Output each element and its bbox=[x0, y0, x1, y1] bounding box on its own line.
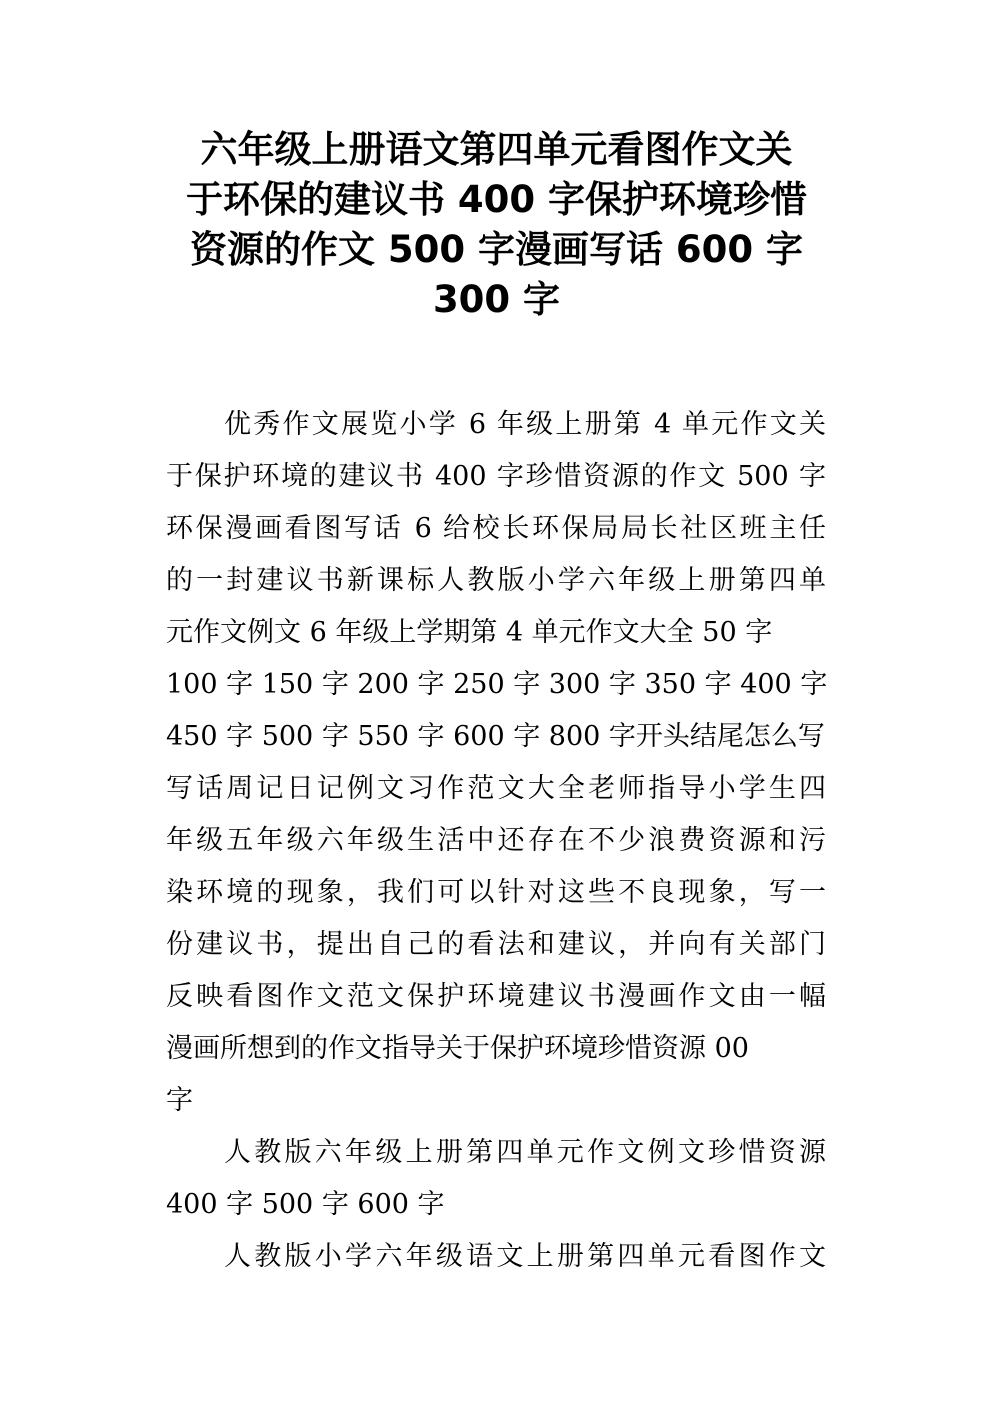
text-line: 于保护环境的建议书 400 字珍惜资源的作文 500 字 bbox=[166, 461, 826, 492]
text-line: 份建议书，提出自己的看法和建议，并向有关部门 bbox=[166, 929, 826, 960]
text-line: 年级五年级六年级生活中还存在不少浪费资源和污 bbox=[166, 825, 826, 856]
text-line: 元作文例文 6 年级上学期第 4 单元作文大全 50 字 bbox=[166, 617, 773, 648]
document-body bbox=[166, 399, 826, 1283]
paragraph-3 bbox=[166, 1231, 826, 1283]
text-line: 漫画所想到的作文指导关于保护环境珍惜资源 00 bbox=[166, 1033, 749, 1064]
text-line: 450 字 500 字 550 字 600 字 800 字开头结尾怎么写 bbox=[166, 721, 825, 752]
text-line: 优秀作文展览小学 6 年级上册第 4 单元作文关 bbox=[224, 409, 826, 440]
text-line: 100 字 150 字 200 字 250 字 300 字 350 字 400 字 bbox=[166, 669, 828, 700]
paragraph-2 bbox=[166, 1127, 826, 1231]
document-title bbox=[150, 125, 843, 325]
text-line: 染环境的现象，我们可以针对这些不良现象，写一 bbox=[166, 877, 826, 908]
text-line: 人教版小学六年级语文上册第四单元看图作文 bbox=[224, 1241, 826, 1272]
paragraph-1 bbox=[166, 399, 826, 1127]
title-line: 六年级上册语文第四单元看图作文关 bbox=[200, 128, 793, 171]
text-line: 写话周记日记例文习作范文大全老师指导小学生四 bbox=[166, 773, 826, 804]
title-line: 300 字 bbox=[432, 278, 561, 321]
title-line: 于环保的建议书 400 字保护环境珍惜 bbox=[186, 178, 807, 221]
text-line: 的一封建议书新课标人教版小学六年级上册第四单 bbox=[166, 565, 826, 596]
text-line: 环保漫画看图写话 6 给校长环保局局长社区班主任 bbox=[166, 513, 826, 544]
title-line: 资源的作文 500 字漫画写话 600 字 bbox=[190, 228, 803, 271]
text-line: 字 bbox=[166, 1085, 193, 1116]
text-line: 400 字 500 字 600 字 bbox=[166, 1189, 445, 1220]
text-line: 反映看图作文范文保护环境建议书漫画作文由一幅 bbox=[166, 981, 826, 1012]
text-line: 人教版六年级上册第四单元作文例文珍惜资源 bbox=[224, 1137, 826, 1168]
